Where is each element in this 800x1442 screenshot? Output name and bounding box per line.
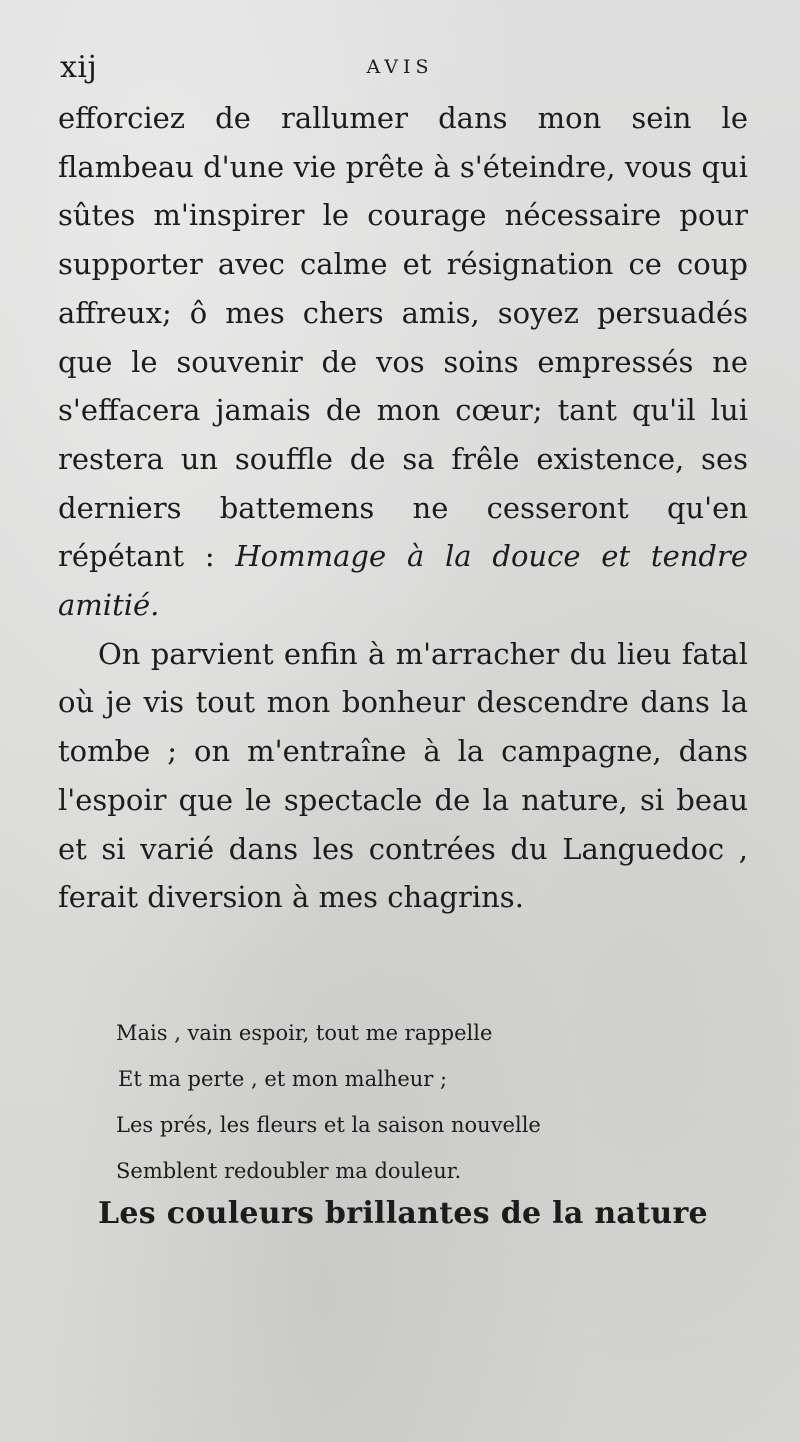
page-number: xij (60, 50, 98, 85)
running-head: AVIS (366, 56, 434, 78)
paragraph-1-text: efforciez de rallumer dans mon sein le flambeau d'une vie prête à s'éteindre, vous qui sûtes m'inspirer le courage nécessaire pour supporter avec calme et résignation ce coup affreux; ô mes chers amis, soyez persuadés que le souvenir de vos soins empressés ne s'effacera jamais de mon cœur; tant qu'il lui restera un souffle de sa frêle existence, ses derniers battemens ne cesseront qu'en répétant : (58, 101, 748, 574)
page-header (60, 50, 740, 90)
closing-line: Les couleurs brillantes de la nature (98, 1196, 708, 1231)
verse-line: Mais , vain espoir, tout me rappelle (116, 1021, 493, 1045)
verse-line: Et ma perte , et mon malheur ; (118, 1067, 448, 1091)
paragraph-2: On parvient enfin à m'arracher du lieu fatal où je vis tout mon bonheur descendre dans la tombe ; on m'entraîne à la campagne, dans l'espoir que le spectacle de la nature, si beau et si varié dans les contrées du Languedoc , ferait diversion à mes chagrins. (58, 636, 748, 915)
body-text (58, 94, 748, 922)
verse-line: Les prés, les fleurs et la saison nouvelle (116, 1113, 541, 1137)
paragraph-1-italic-text: Hommage à la douce et tendre amitié. (58, 539, 748, 623)
verse-block (116, 1010, 696, 1194)
paragraph-1 (58, 94, 748, 630)
verse-line: Semblent redoubler ma douleur. (116, 1159, 462, 1183)
